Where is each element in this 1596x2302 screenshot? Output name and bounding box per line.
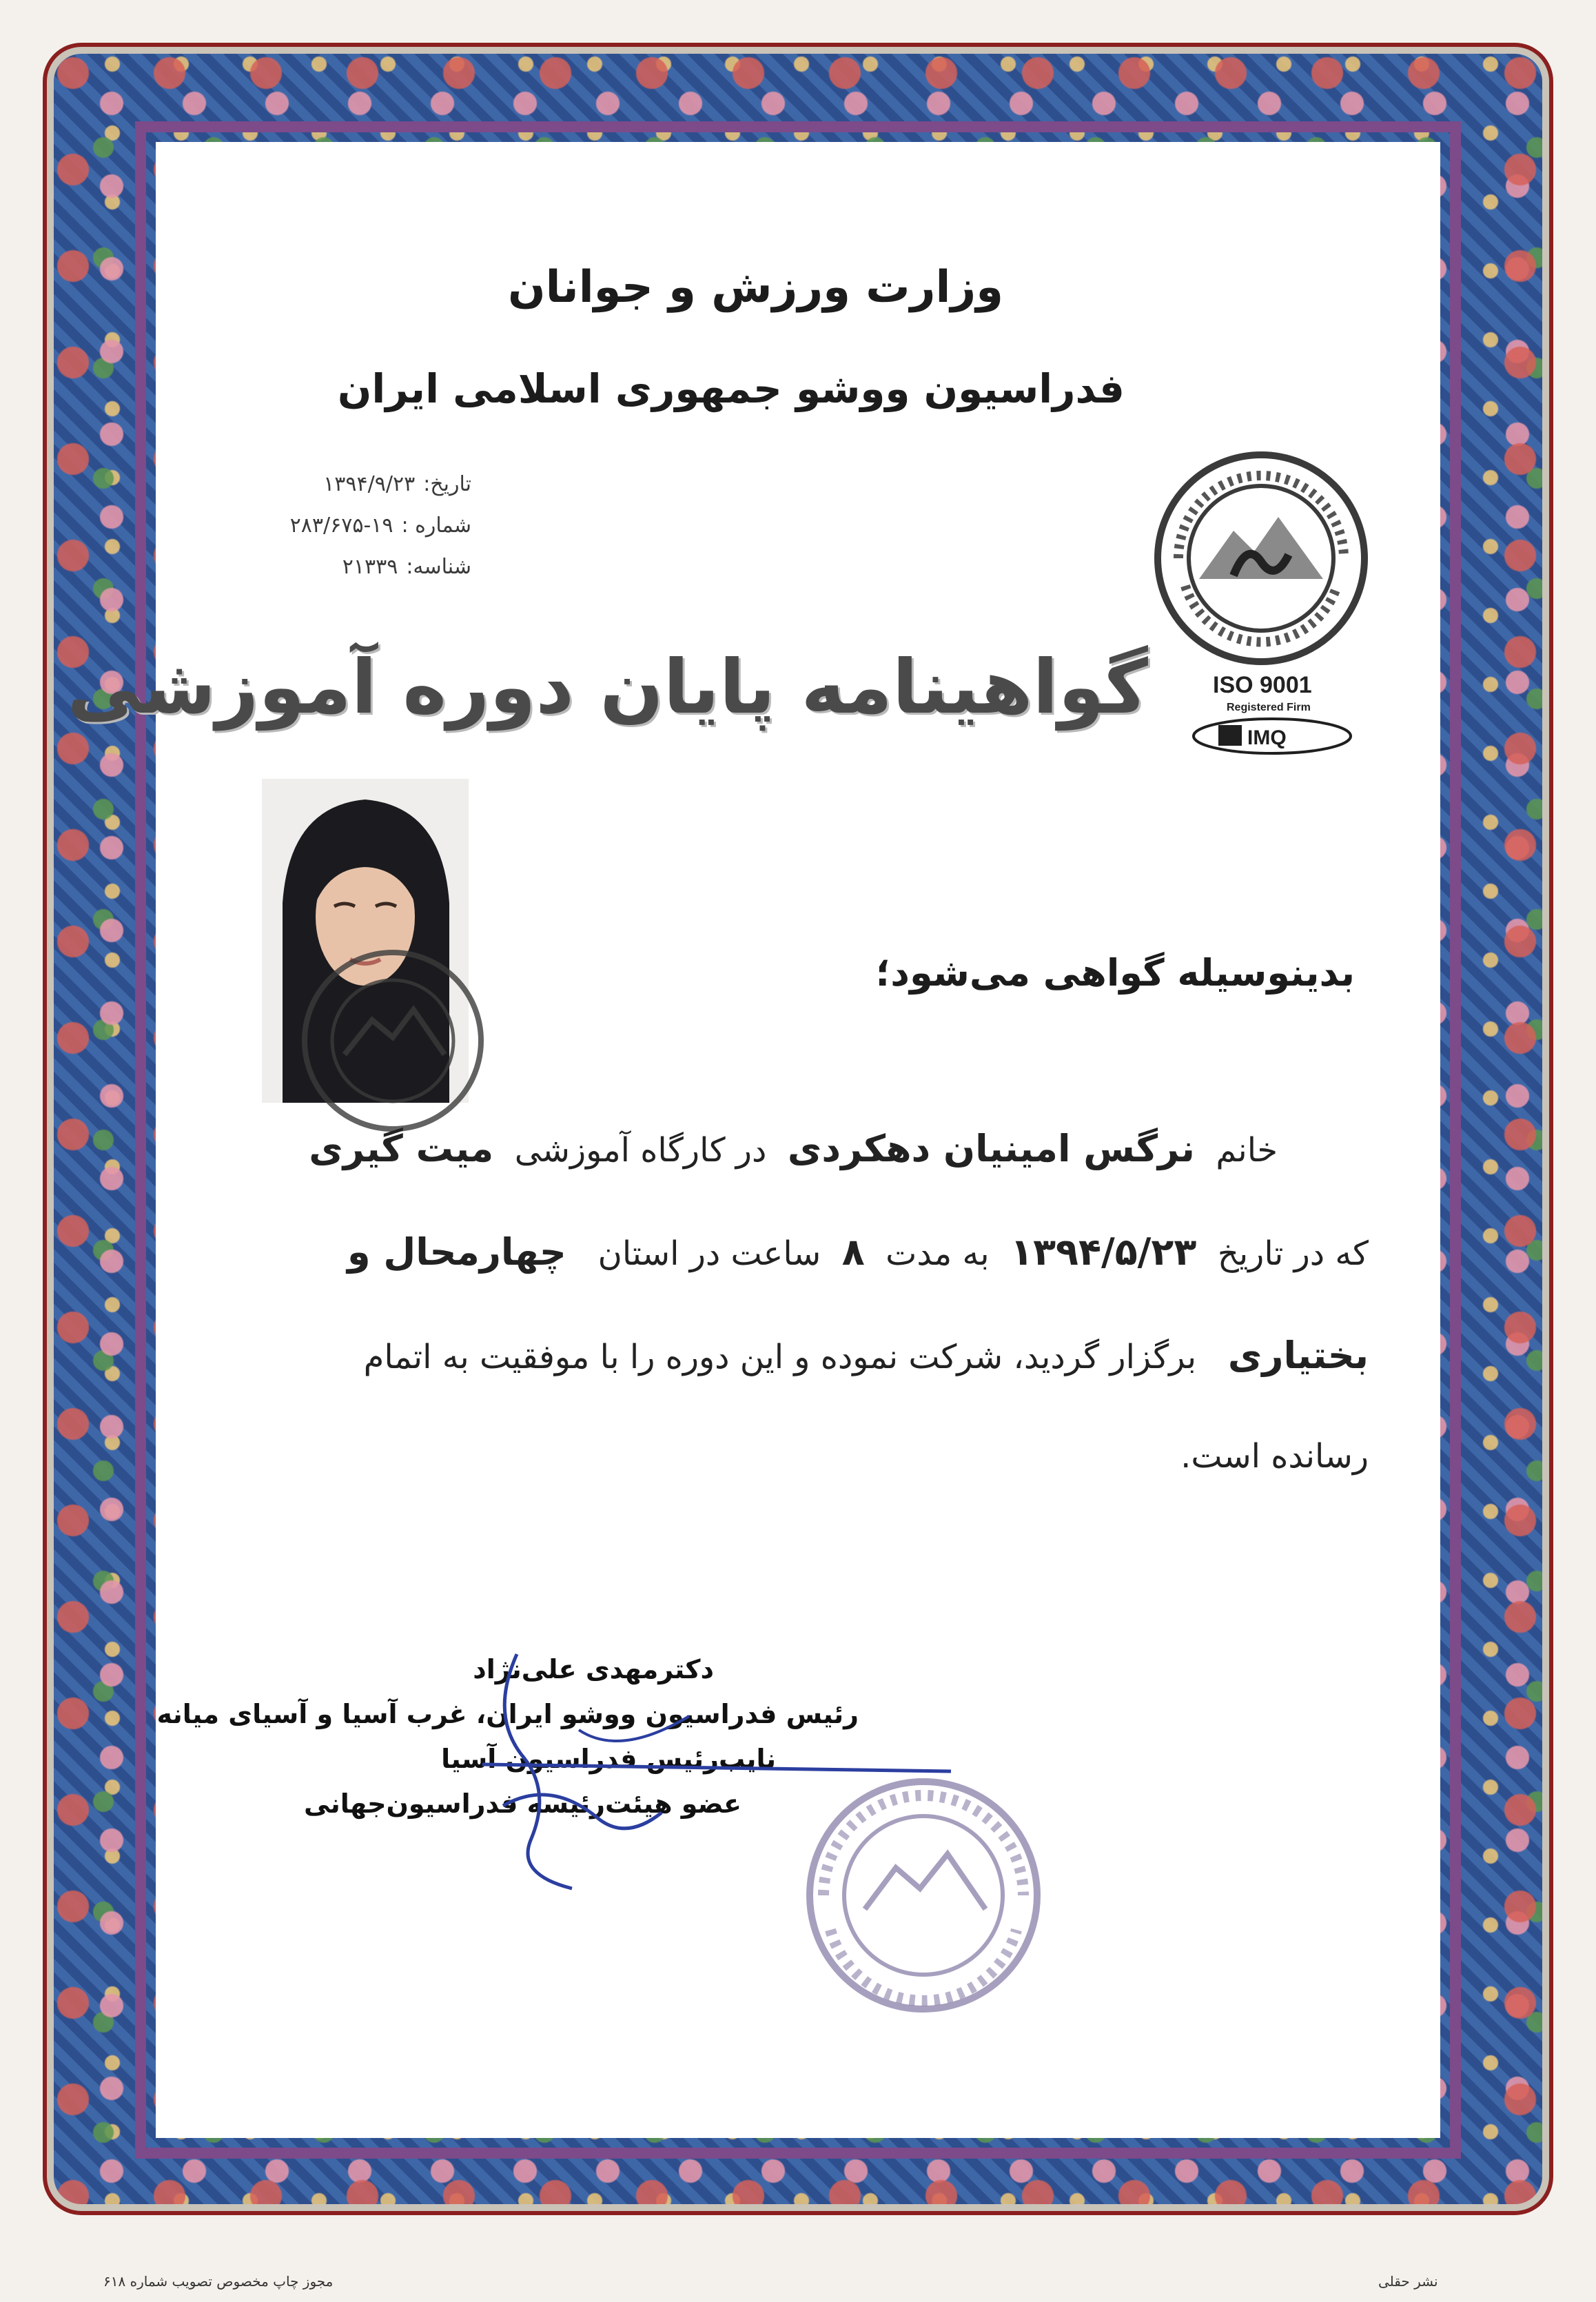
meta-id-value: ۲۱۳۳۹ <box>342 555 398 579</box>
photo-stamp-icon <box>296 944 489 1137</box>
signatory-name: دکترمهدی علی‌نژاد <box>473 1654 714 1684</box>
meta-date <box>323 472 471 496</box>
body-line-1 <box>309 1127 1278 1170</box>
certificate-title: گواهینامه پایان دوره آموزشی <box>67 644 1148 731</box>
signatory-role-3: عضو هیئت‌رئیسه فدراسیون‌جهانی <box>304 1789 741 1819</box>
duration-intro: به مدت <box>886 1234 990 1273</box>
meta-date-value: ۱۳۹۴/۹/۲۳ <box>323 472 416 496</box>
meta-id <box>342 555 471 579</box>
province-name-1: چهارمحال و <box>347 1230 566 1274</box>
federation-title: فدراسیون ووشو جمهوری اسلامی ایران <box>337 365 1125 412</box>
body-line-3 <box>364 1334 1369 1377</box>
course-hours: ۸ <box>841 1230 865 1274</box>
federation-logo-icon <box>1151 448 1371 669</box>
province-intro: ساعت در استان <box>597 1234 821 1273</box>
meta-number-value: ۱۹-۲۸۳/۶۷۵ <box>289 513 393 538</box>
date-intro: که در تاریخ <box>1217 1234 1369 1273</box>
province-name-2: بختیاری <box>1227 1334 1369 1377</box>
meta-number <box>290 513 471 538</box>
official-stamp-icon <box>799 1771 1047 2019</box>
iso-subtitle: Registered Firm <box>1227 702 1311 713</box>
meta-number-label: شماره : <box>401 513 471 538</box>
completion-text: برگزار گردید، شرکت نموده و این دوره را با موفقیت به اتمام <box>363 1338 1197 1376</box>
course-date: ۱۳۹۴/۵/۲۳ <box>1010 1230 1197 1274</box>
footer-publisher: نشر حقلی <box>1378 2273 1438 2290</box>
hereby-statement: بدینوسیله گواهی می‌شود؛ <box>875 951 1355 995</box>
signatory-role-2: نایب‌رئیس فدراسیون آسیا <box>441 1744 776 1774</box>
recipient-name: نرگس امینیان دهکردی <box>787 1127 1195 1170</box>
course-name: میت گیری <box>309 1127 494 1170</box>
iso-badge-icon <box>1191 717 1353 755</box>
signatory-role-1: رئیس فدراسیون ووشو ایران، غرب آسیا و آسیای میانه <box>156 1699 859 1729</box>
workshop-text: در کارگاه آموزشی <box>514 1131 767 1170</box>
body-line-2 <box>347 1230 1369 1274</box>
salutation: خانم <box>1216 1131 1278 1170</box>
meta-id-label: شناسه: <box>406 555 471 579</box>
body-line-4: رسانده است. <box>1180 1437 1369 1476</box>
iso-brand: IMQ <box>1247 726 1287 749</box>
meta-date-label: تاریخ: <box>423 472 471 496</box>
iso-title: ISO 9001 <box>1213 672 1312 698</box>
footer-print-permit: مجوز چاپ مخصوص تصویب شماره ۶۱۸ <box>103 2273 334 2290</box>
ministry-title: وزارت ورزش و جوانان <box>508 262 1003 313</box>
